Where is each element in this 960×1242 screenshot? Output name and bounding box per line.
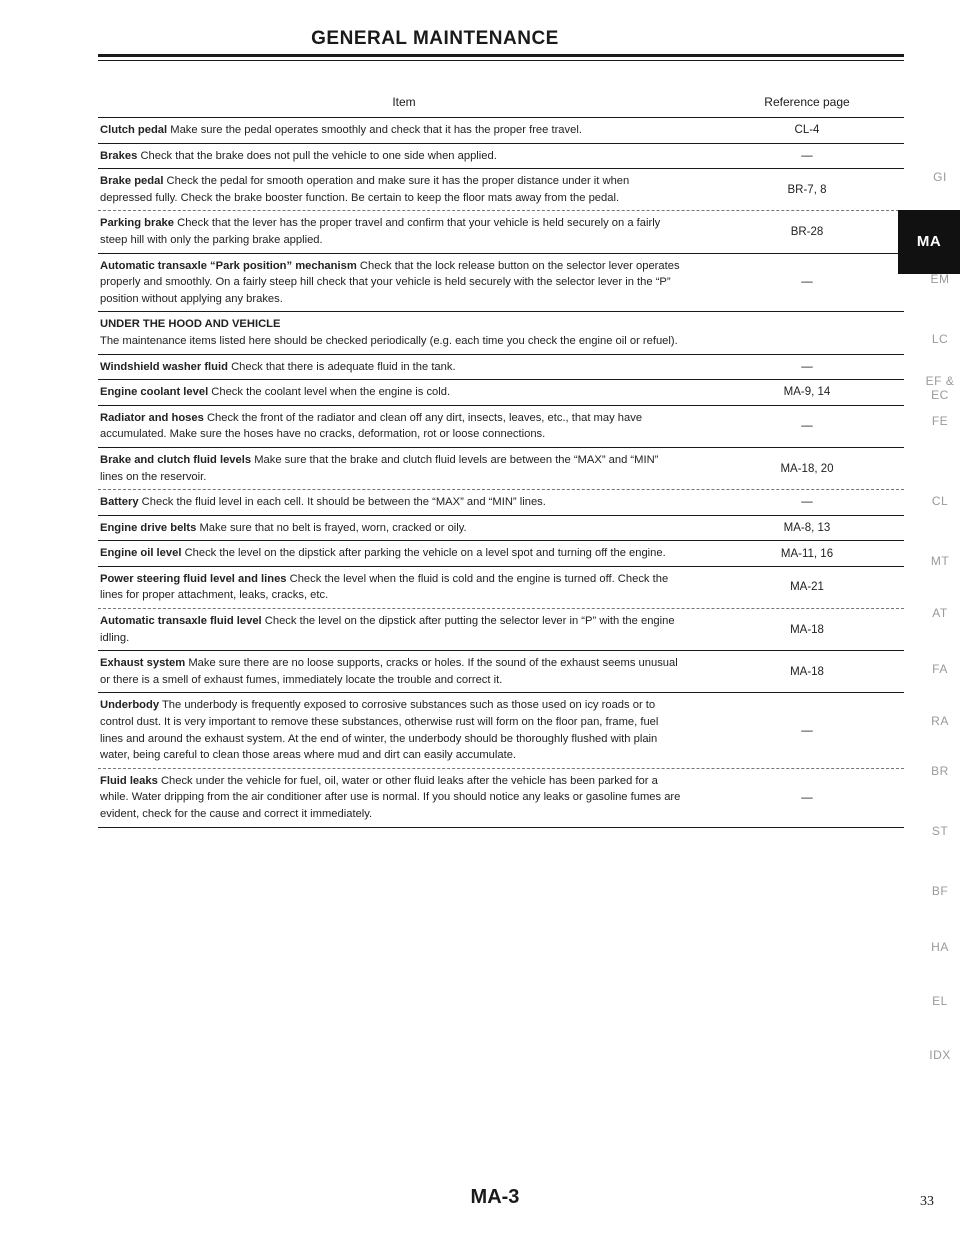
item-text: Check the front of the radiator and clean off any dirt, insects, leaves, etc., that may have accumulated. Make sure the hoses have no cracks, deformation, rot or loose connections. [100,411,643,441]
table-row [98,693,904,768]
section-tab-ma[interactable]: MA [898,210,960,274]
page-title: GENERAL MAINTENANCE [311,28,559,49]
maintenance-table [98,88,904,828]
item-text: Make sure there are no loose supports, cracks or holes. If the sound of the exhaust seems unusual or there is a smell of exhaust fumes, immediately locate the trouble and correct it. [100,657,678,686]
reference-page: — [801,724,813,737]
table-row [98,567,904,609]
item-description [98,541,710,566]
item-description [98,516,710,541]
item-text: Check the coolant level when the engine is cold. [211,386,451,399]
item-text: Make sure the pedal operates smoothly and check that it has the proper free travel. [170,124,582,136]
item-title: Power steering fluid level and lines [100,572,287,585]
item-description [98,380,710,405]
section-tab-em[interactable]: EM [930,272,950,286]
reference-page: CL-4 [794,124,820,137]
table-row [98,609,904,651]
table-row [98,541,904,567]
section-tab-ra[interactable]: RA [931,714,949,728]
reference-page: — [801,276,813,289]
table-row [98,769,904,828]
table-row [98,355,904,381]
section-tab-ha[interactable]: HA [931,940,949,954]
table-body [98,118,904,828]
item-text: Check the pedal for smooth operation and make sure it has the proper distance under it when depressed fully. Check the brake booster function. Be certain to keep the floor mats away from the pedal. [100,175,630,204]
item-description [98,118,710,143]
item-description [98,693,710,767]
item-title: Engine oil level [100,547,182,560]
item-description [98,490,710,515]
reference-page: BR-28 [790,225,824,238]
item-description [98,211,710,252]
item-title: Parking brake [100,217,174,230]
item-text: Check that the lock release button on the selector lever operates properly and smoothly. On a fairly steep hill check that your vehicle is held securely with the selector lever in the “P” position without applying any brakes. [100,259,680,305]
item-title: Engine coolant level [100,386,209,399]
item-title: Battery [100,496,139,509]
section-tab-el[interactable]: EL [932,994,948,1008]
reference-page: BR-7, 8 [787,183,827,196]
reference-page: — [801,149,813,162]
reference-page: MA-18 [790,665,824,678]
reference-page: — [801,420,813,433]
title-rule-thick [98,54,904,57]
item-title: Engine drive belts [100,521,197,534]
table-row [98,380,904,406]
section-tab-cl[interactable]: CL [931,494,949,508]
item-description [98,769,710,827]
reference-page: MA-18, 20 [780,462,834,475]
section-tab-fe[interactable]: FE [931,414,949,428]
item-description [98,312,710,353]
section-tab-at[interactable]: AT [932,606,948,620]
item-text: Check that the lever has the proper travel and confirm that your vehicle is held securely on a fairly steep hill with only the parking brake applied. [100,217,661,246]
item-description [98,567,710,608]
table-row [98,490,904,516]
item-title: Brake and clutch fluid levels [100,453,252,466]
item-text: Check that there is adequate fluid in the tank. [231,360,456,373]
item-text: Make sure that the brake and clutch fluid levels are between the “MAX” and “MIN” lines on the reservoir. [100,453,659,483]
table-row [98,254,904,313]
item-description [98,144,710,169]
reference-page [710,312,904,353]
page-code: MA-3 [470,1186,520,1208]
table-row [98,118,904,144]
item-title: Automatic transaxle fluid level [100,615,262,628]
reference-page: MA-9, 14 [783,386,831,399]
item-description [98,448,710,489]
table-row [98,406,904,448]
item-title: Automatic transaxle “Park position” mechanism [100,259,357,272]
item-title: Windshield washer fluid [100,360,228,373]
item-title: UNDER THE HOOD AND VEHICLE [100,318,281,331]
section-tab-br[interactable]: BR [931,764,949,778]
section-tab-bf[interactable]: BF [931,884,949,898]
table-row [98,312,904,354]
item-text: The underbody is frequently exposed to corrosive substances such as those used on icy roads or to control dust. It is very important to remove these substances, otherwise rust will form on the floor pan, frame, fuel lines and around the exhaust system. At the end of winter, the underbody should be thoroughly flushed with plain water, being careful to clean those areas where mud and dirt can easily accumulate. [100,699,659,762]
section-tab-st[interactable]: ST [931,824,949,838]
item-text: Check the level on the dipstick after putting the selector lever in “P” with the engine idling. [100,615,675,644]
item-text: Check under the vehicle for fuel, oil, water or other fluid leaks after the vehicle has been parked for a while. Water dripping from the air conditioner after use is normal. If you should notice any leaks or gasoline fumes are evident, check for the cause and correct it immediately. [100,774,681,820]
item-description [98,406,710,447]
reference-page: MA-18 [790,623,824,636]
section-tab-gi[interactable]: GI [933,170,947,184]
reference-page: — [801,496,813,509]
item-description [98,169,710,210]
reference-page: MA-21 [790,581,824,594]
table-row [98,651,904,693]
item-description [98,651,710,692]
item-title: Underbody [100,699,160,712]
item-text: Make sure that no belt is frayed, worn, cracked or oily. [199,521,467,534]
item-title: Exhaust system [100,657,186,670]
item-title: Radiator and hoses [100,411,204,424]
item-text: Check the level on the dipstick after parking the vehicle on a level spot and turning off the engine. [184,547,666,560]
section-tab-mt[interactable]: MT [930,554,950,568]
table-row [98,516,904,542]
item-title: Brakes [100,149,138,162]
item-description [98,355,710,380]
reference-page: — [801,791,813,804]
item-text: Check the level when the fluid is cold and the engine is turned off. Check the lines for proper attachment, leaks, cracks, etc. [100,572,669,602]
section-tab-ef-ec[interactable]: EF & EC [925,374,955,402]
table-header [98,88,904,118]
reference-page: MA-8, 13 [783,521,831,534]
item-text: Check the fluid level in each cell. It should be between the “MAX” and “MIN” lines. [141,496,546,509]
table-row [98,448,904,490]
item-title: Clutch pedal [100,124,168,136]
section-tab-idx[interactable]: IDX [929,1048,951,1062]
section-tab-lc[interactable]: LC [931,332,949,346]
item-title: Fluid leaks [100,774,158,787]
table-row [98,211,904,253]
table-row [98,169,904,211]
item-text: The maintenance items listed here should be checked periodically (e.g. each time you check the engine oil or refuel). [100,334,678,347]
column-header-item: Item [392,95,416,109]
item-description [98,609,710,650]
reference-page: MA-11, 16 [780,547,834,560]
title-rule-thin [98,60,904,61]
section-tab-fa[interactable]: FA [932,662,948,676]
page-number: 33 [920,1194,934,1209]
table-row [98,144,904,170]
reference-page: — [801,360,813,373]
item-description [98,254,710,312]
item-text: Check that the brake does not pull the vehicle to one side when applied. [140,149,497,162]
column-header-reference: Reference page [764,95,850,109]
item-title: Brake pedal [100,175,164,188]
